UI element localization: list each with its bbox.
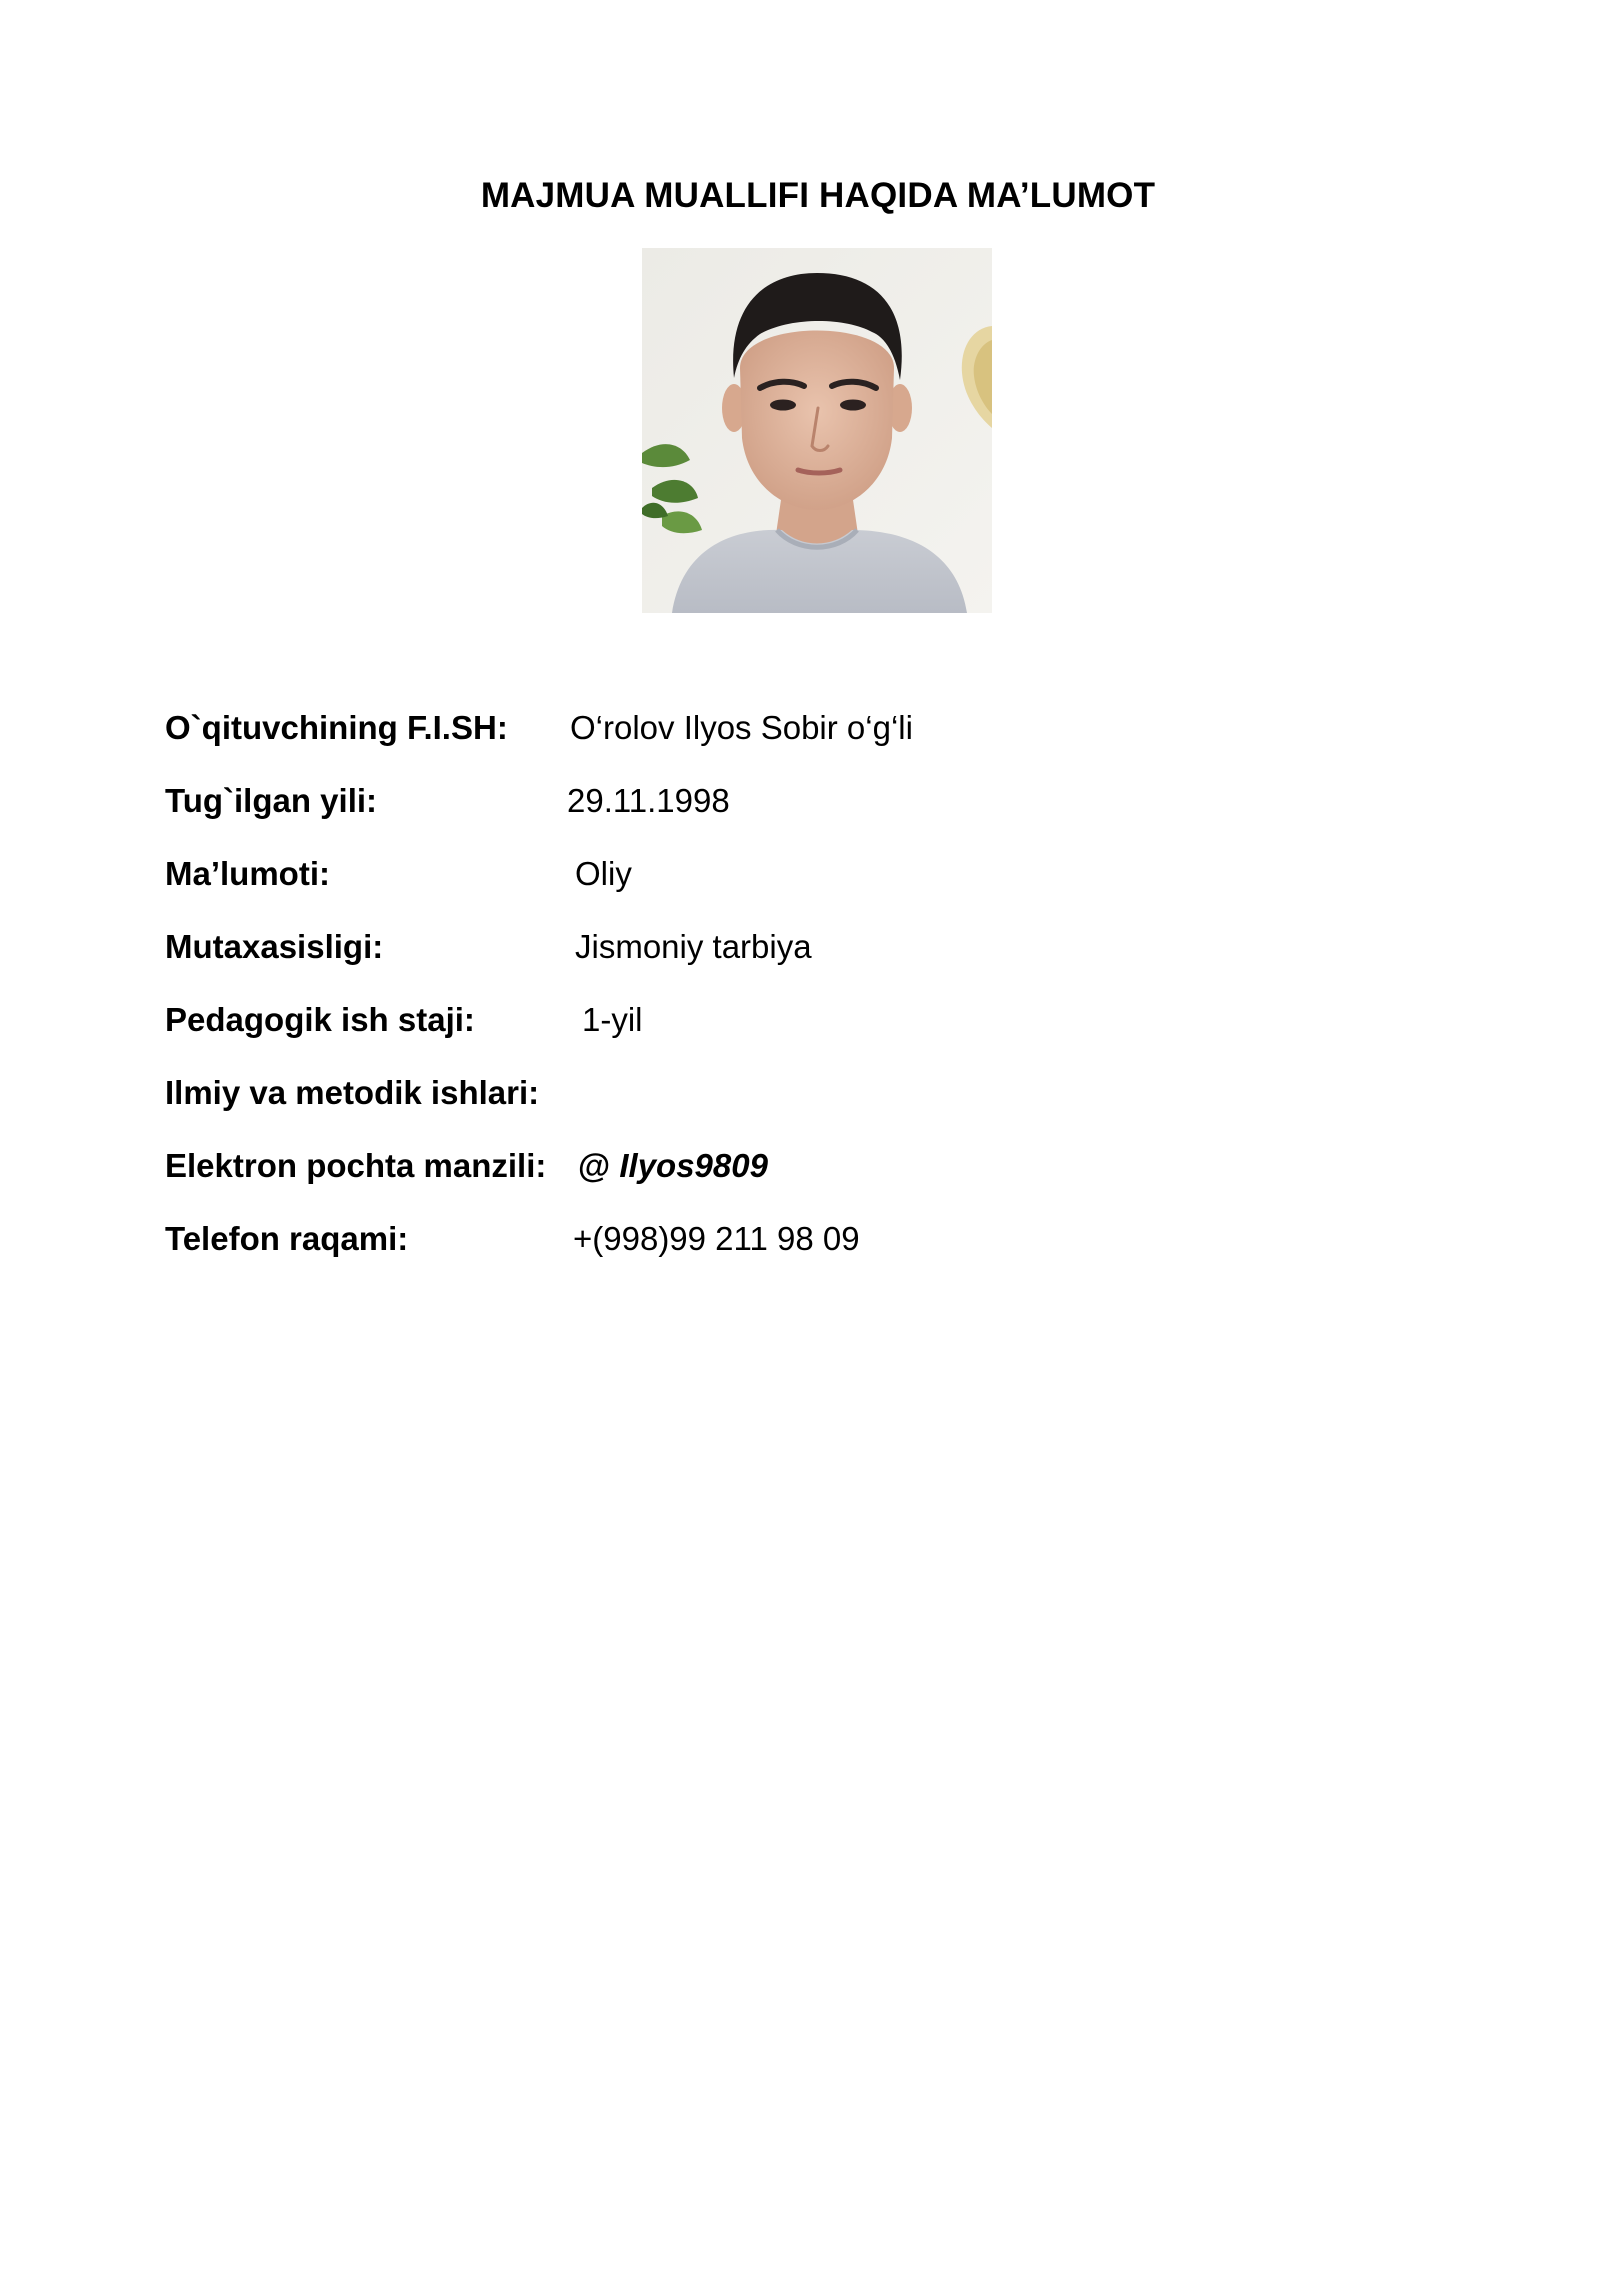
email-handle: Ilyos9809 (619, 1147, 768, 1184)
email-value (578, 1142, 768, 1190)
page-title: MAJMUA MUALLIFI HAQIDA MA’LUMOT (480, 176, 1156, 215)
portrait-photo-icon (642, 248, 992, 613)
author-photo (642, 248, 992, 613)
field-label: O`qituvchining F.I.SH: (165, 709, 508, 746)
field-label: Elektron pochta manzili: (165, 1147, 547, 1184)
field-value: 1-yil (582, 1001, 643, 1038)
field-value: O‘rolov Ilyos Sobir o‘g‘li (570, 709, 913, 746)
field-row-experience (165, 996, 1365, 1044)
field-value: Jismoniy tarbiya (575, 928, 812, 965)
field-row-fish (165, 704, 1365, 752)
field-row-scientific-works (165, 1069, 1365, 1117)
field-label: Pedagogik ish staji: (165, 1001, 475, 1038)
field-label: Ma’lumoti: (165, 855, 330, 892)
field-label: Tug`ilgan yili: (165, 782, 378, 819)
email-prefix: @ (578, 1147, 620, 1184)
field-label: Telefon raqami: (165, 1220, 409, 1257)
field-row-education (165, 850, 1365, 898)
field-value: +(998)99 211 98 09 (573, 1220, 860, 1257)
field-row-phone (165, 1215, 1365, 1263)
field-value: Oliy (575, 855, 632, 892)
field-row-birth-year (165, 777, 1365, 825)
field-label: Ilmiy va metodik ishlari: (165, 1074, 540, 1111)
field-value: 29.11.1998 (567, 782, 730, 819)
field-row-email (165, 1142, 1365, 1190)
field-row-specialty (165, 923, 1365, 971)
field-label: Mutaxasisligi: (165, 928, 384, 965)
